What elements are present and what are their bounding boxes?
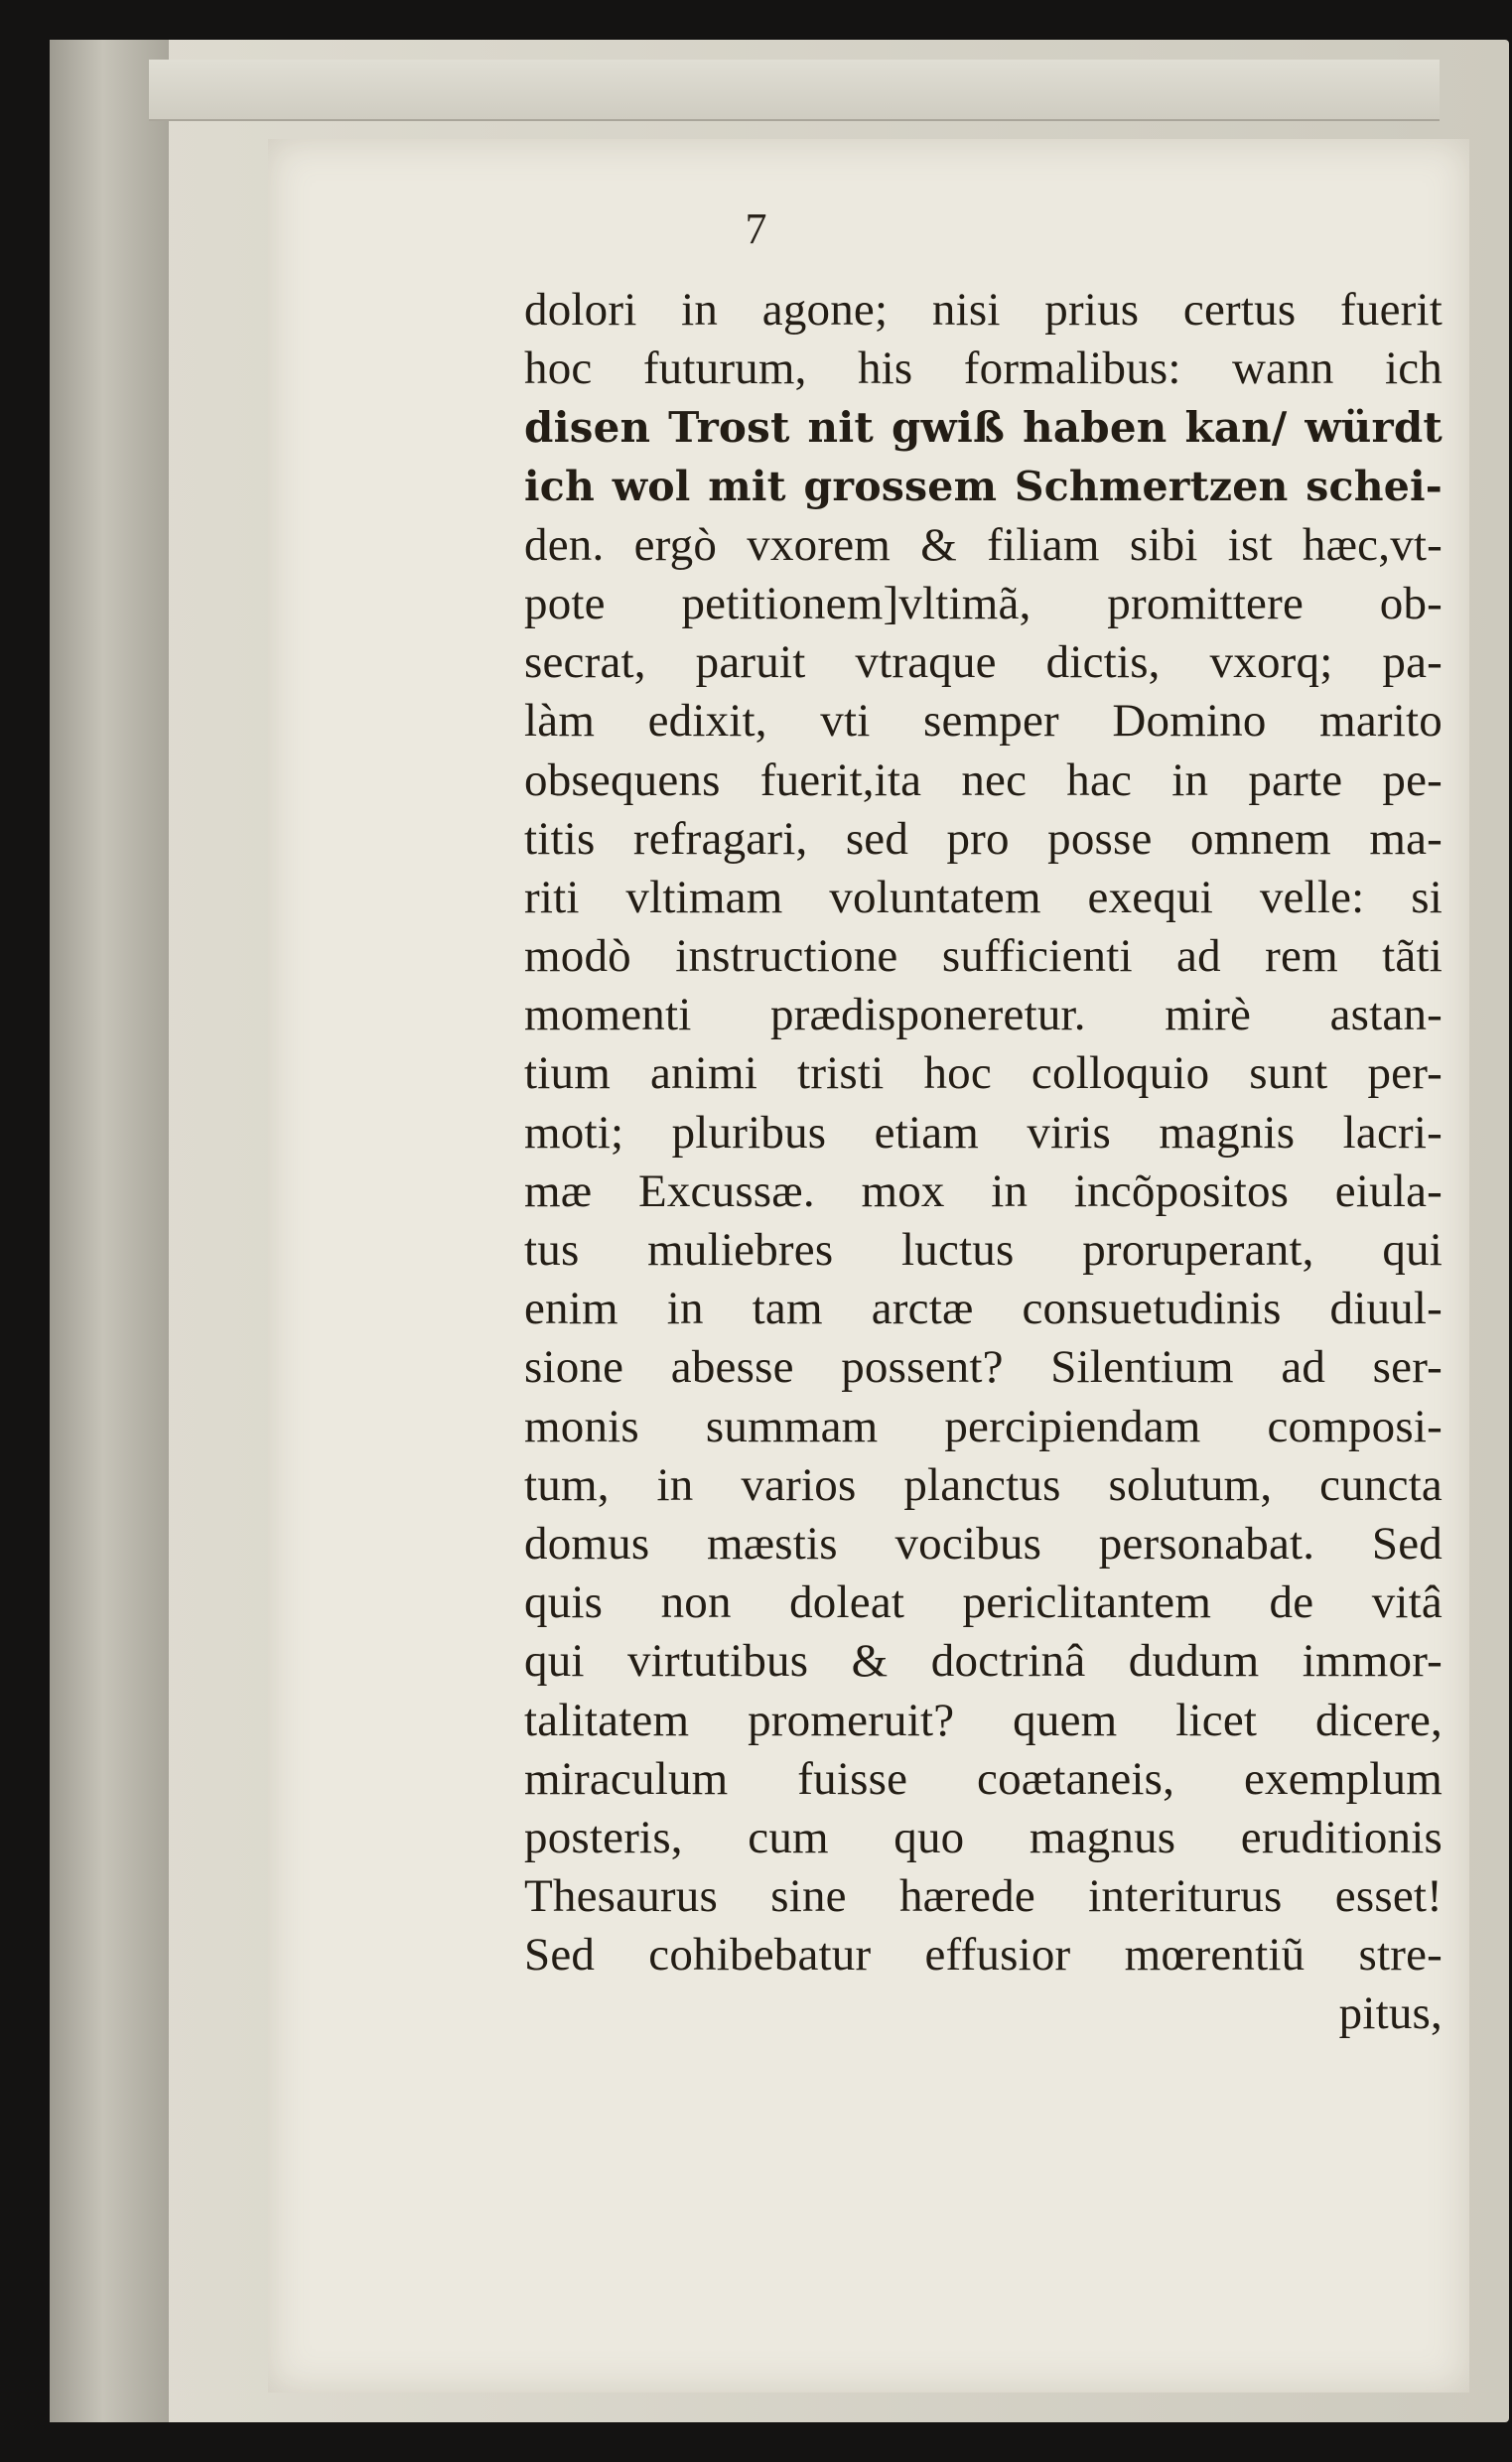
- text-line: hoc futurum, his formalibus: wann ich: [524, 342, 1443, 395]
- text-line: pote petitionem]vltimã, promittere ob-: [524, 577, 1443, 629]
- text-line: monis summam percipiendam composi-: [524, 1400, 1443, 1452]
- text-line: dolori in agone; nisi prius certus fuerit: [524, 284, 1443, 336]
- text-line: qui virtutibus & doctrinâ dudum immor-: [524, 1635, 1443, 1688]
- text-line: enim in tam arctæ consuetudinis diuul-: [524, 1283, 1443, 1335]
- page-text-block: [524, 281, 1443, 2044]
- text-line-fraktur: ich wol mit grossem Schmertzen schei-: [524, 462, 1443, 510]
- text-line: domus mæstis vocibus personabat. Sed: [524, 1517, 1443, 1570]
- text-line: posteris, cum quo magnus eruditionis: [524, 1811, 1443, 1863]
- text-line: tium animi tristi hoc colloquio sunt per-: [524, 1047, 1443, 1100]
- text-line: titis refragari, sed pro posse omnem ma-: [524, 812, 1443, 865]
- text-line: mæ Excussæ. mox in incõpositos eiula-: [524, 1164, 1443, 1217]
- book-binding-edge: [50, 40, 169, 2422]
- text-line: làm edixit, vti semper Domino marito: [524, 695, 1443, 748]
- text-line-fraktur: disen Trost nit gwiß haben kan/ würdt: [524, 403, 1443, 453]
- text-line: modò instructione sufficienti ad rem tãti: [524, 930, 1443, 983]
- text-line: tus muliebres luctus proruperant, qui: [524, 1224, 1443, 1276]
- text-line: Sed cohibebatur effusior mœrentiũ stre-: [524, 1929, 1443, 1982]
- text-line: riti vltimam voluntatem exequi velle: si: [524, 871, 1443, 923]
- text-line: Thesaurus sine hærede interiturus esset!: [524, 1870, 1443, 1923]
- text-line: sione abesse possent? Silentium ad ser-: [524, 1341, 1443, 1394]
- book-board-top: [149, 60, 1440, 121]
- text-line: miraculum fuisse coætaneis, exemplum: [524, 1752, 1443, 1805]
- text-line: secrat, paruit vtraque dictis, vxorq; pa-: [524, 636, 1443, 689]
- text-line: den. ergò vxorem & filiam sibi ist hæc,vt-: [524, 518, 1443, 571]
- text-line: obsequens fuerit,ita nec hac in parte pe-: [524, 753, 1443, 806]
- text-line: talitatem promeruit? quem licet dicere,: [524, 1694, 1443, 1746]
- text-line: moti; pluribus etiam viris magnis lacri-: [524, 1106, 1443, 1159]
- text-line: tum, in varios planctus solutum, cuncta: [524, 1458, 1443, 1511]
- text-line: quis non doleat periclitantem de vitâ: [524, 1576, 1443, 1629]
- text-line: momenti prædisponeretur. mirè astan-: [524, 989, 1443, 1041]
- page-number: 7: [745, 205, 767, 253]
- catchword-line: pitus,: [1338, 1987, 1443, 2040]
